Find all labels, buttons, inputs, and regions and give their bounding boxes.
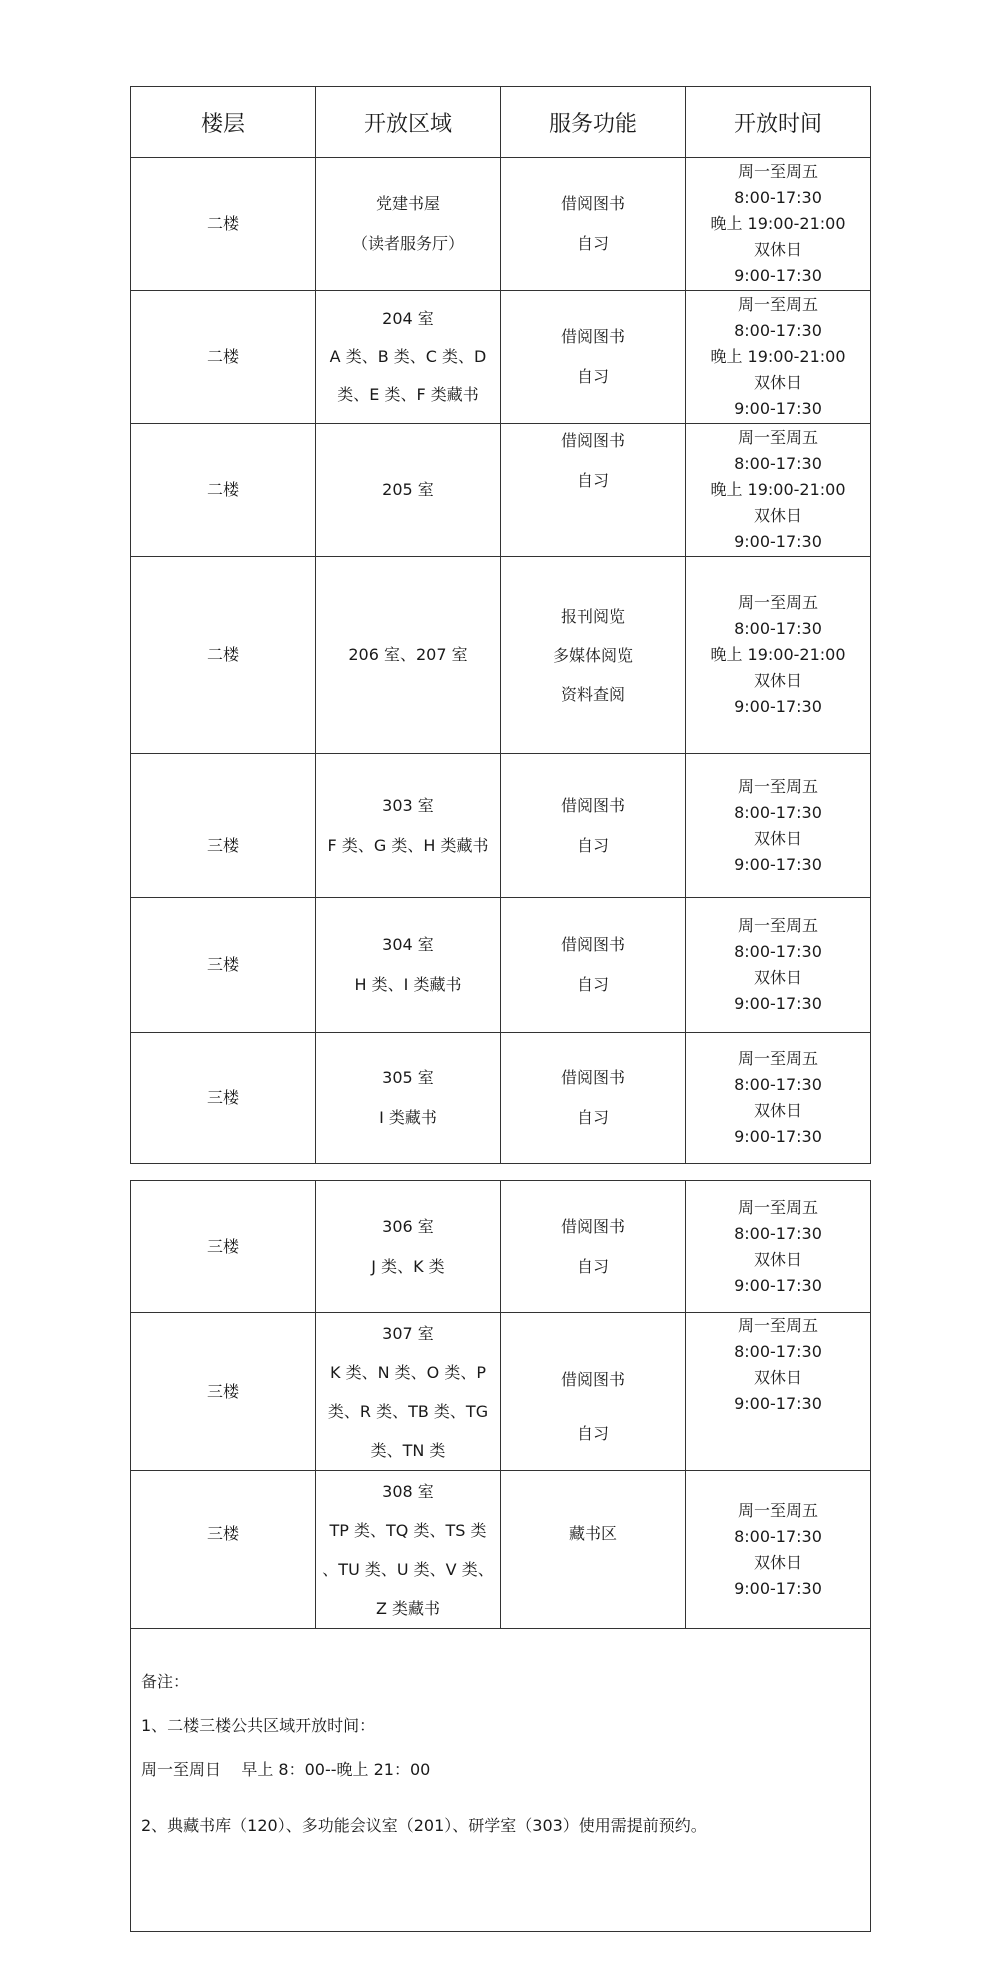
- hours-line: 9:00-17:30: [734, 1394, 822, 1413]
- service-line: 借阅图书: [560, 935, 625, 954]
- service-line: 借阅图书: [560, 1216, 625, 1236]
- hours-line: 8:00-17:30: [734, 1342, 822, 1361]
- table-row: [131, 424, 871, 557]
- service-cell: [501, 898, 686, 1033]
- hours-line: 9:00-17:30: [734, 697, 822, 716]
- service-line: 借阅图书: [560, 1369, 625, 1389]
- notes-row: [131, 1629, 871, 1932]
- area-line: 306 室: [382, 1216, 434, 1236]
- hours-cell: [686, 1313, 871, 1471]
- hours-line: 双休日: [753, 968, 802, 987]
- service-cell: [501, 291, 686, 424]
- hours-line: 9:00-17:30: [734, 532, 822, 551]
- hours-line: 晚上 19:00-21:00: [710, 480, 846, 499]
- service-line: 资料查阅: [560, 684, 625, 704]
- hours-cell: [686, 291, 871, 424]
- service-cell: [501, 557, 686, 754]
- header-service: 服务功能: [501, 87, 686, 158]
- hours-line: 8:00-17:30: [734, 1075, 822, 1094]
- hours-line: 8:00-17:30: [734, 321, 822, 340]
- hours-line: 周一至周五: [737, 1316, 818, 1335]
- hours-line: 8:00-17:30: [734, 942, 822, 961]
- floor-cell: 三楼: [131, 1471, 316, 1629]
- hours-cell: [686, 898, 871, 1033]
- service-cell: [501, 1033, 686, 1164]
- area-cell: [316, 158, 501, 291]
- table-row: [131, 754, 871, 898]
- service-line: 自习: [576, 1108, 609, 1127]
- hours-line: 周一至周五: [737, 162, 818, 181]
- notes-item-1-detail: 周一至周日 早上 8：00--晚上 21：00: [141, 1760, 431, 1779]
- service-line: 自习: [576, 975, 609, 994]
- hours-line: 双休日: [753, 373, 802, 392]
- hours-cell: [686, 754, 871, 898]
- table-row: [131, 1033, 871, 1164]
- service-cell: [501, 158, 686, 291]
- header-area: 开放区域: [316, 87, 501, 158]
- area-line: 206 室、207 室: [348, 645, 468, 664]
- hours-line: 晚上 19:00-21:00: [710, 645, 846, 664]
- hours-line: 9:00-17:30: [734, 1127, 822, 1146]
- hours-line: 9:00-17:30: [734, 854, 822, 874]
- area-line: 305 室: [382, 1068, 434, 1087]
- area-line: 308 室: [382, 1481, 434, 1501]
- service-line: 借阅图书: [560, 431, 625, 450]
- hours-line: 8:00-17:30: [734, 454, 822, 473]
- service-line: 自习: [576, 1256, 609, 1276]
- hours-cell: [686, 1181, 871, 1313]
- area-line: 307 室: [382, 1323, 434, 1343]
- hours-line: 9:00-17:30: [734, 1275, 822, 1295]
- hours-line: 双休日: [753, 1552, 802, 1572]
- area-line: （读者服务厅）: [351, 234, 464, 253]
- hours-line: 双休日: [753, 506, 802, 525]
- area-cell: [316, 1033, 501, 1164]
- hours-line: 9:00-17:30: [734, 399, 822, 418]
- hours-line: 9:00-17:30: [734, 1578, 822, 1598]
- service-line: 自习: [576, 367, 609, 386]
- hours-cell: [686, 557, 871, 754]
- area-line: 类、R 类、TB 类、TG: [327, 1401, 489, 1421]
- hours-cell: [686, 1033, 871, 1164]
- hours-cell: [686, 1471, 871, 1629]
- schedule-table-2: [130, 1180, 871, 1932]
- service-cell: [501, 1471, 686, 1629]
- floor-cell: 三楼: [131, 1033, 316, 1164]
- hours-line: 周一至周五: [737, 295, 818, 314]
- area-cell: [316, 291, 501, 424]
- hours-line: 双休日: [753, 1249, 802, 1269]
- hours-line: 晚上 19:00-21:00: [710, 214, 846, 233]
- hours-line: 9:00-17:30: [734, 994, 822, 1013]
- floor-cell: 二楼: [131, 158, 316, 291]
- area-cell: [316, 1471, 501, 1629]
- service-line: 自习: [576, 234, 609, 253]
- hours-line: 周一至周五: [737, 1049, 818, 1068]
- header-floor: 楼层: [131, 87, 316, 158]
- floor-cell: 三楼: [131, 754, 316, 898]
- service-cell: [501, 424, 686, 557]
- header-row: [131, 87, 871, 158]
- area-line: TP 类、TQ 类、TS 类: [329, 1520, 487, 1540]
- schedule-table-1: [130, 86, 871, 1164]
- floor-cell: 二楼: [131, 424, 316, 557]
- notes-title: 备注：: [141, 1672, 190, 1691]
- area-line: 205 室: [382, 480, 434, 499]
- hours-line: 双休日: [753, 828, 802, 848]
- hours-line: 双休日: [753, 1101, 802, 1120]
- service-cell: [501, 1181, 686, 1313]
- area-cell: [316, 424, 501, 557]
- area-line: 、TU 类、U 类、V 类、: [322, 1559, 494, 1579]
- service-line: 自习: [576, 1423, 609, 1443]
- area-cell: [316, 1181, 501, 1313]
- service-line: 借阅图书: [560, 194, 625, 213]
- hours-line: 双休日: [753, 1368, 802, 1387]
- table-row: [131, 557, 871, 754]
- floor-cell: 二楼: [131, 557, 316, 754]
- hours-line: 8:00-17:30: [734, 802, 822, 822]
- area-cell: [316, 557, 501, 754]
- area-line: 204 室: [382, 309, 434, 328]
- hours-line: 周一至周五: [737, 776, 818, 796]
- area-line: J 类、K 类: [371, 1256, 445, 1276]
- hours-line: 周一至周五: [737, 593, 818, 612]
- hours-line: 周一至周五: [737, 428, 818, 447]
- area-line: Z 类藏书: [375, 1598, 441, 1618]
- area-cell: [316, 898, 501, 1033]
- service-line: 多媒体阅览: [552, 645, 633, 665]
- header-hours: 开放时间: [686, 87, 871, 158]
- service-cell: [501, 754, 686, 898]
- hours-line: 8:00-17:30: [734, 1526, 822, 1546]
- table-row: [131, 898, 871, 1033]
- hours-line: 周一至周五: [737, 1197, 818, 1217]
- hours-cell: [686, 424, 871, 557]
- hours-line: 晚上 19:00-21:00: [710, 347, 846, 366]
- service-line: 借阅图书: [560, 795, 625, 815]
- hours-line: 8:00-17:30: [734, 188, 822, 207]
- table-row: [131, 1471, 871, 1629]
- floor-cell: 三楼: [131, 1181, 316, 1313]
- table-row: [131, 291, 871, 424]
- table-row: [131, 158, 871, 291]
- floor-cell: 三楼: [131, 898, 316, 1033]
- service-line: 自习: [576, 471, 609, 490]
- hours-line: 8:00-17:30: [734, 1223, 822, 1243]
- hours-line: 周一至周五: [737, 1500, 818, 1520]
- table-row: [131, 1313, 871, 1471]
- service-cell: [501, 1313, 686, 1471]
- hours-line: 周一至周五: [737, 916, 818, 935]
- area-line: I 类藏书: [379, 1108, 437, 1127]
- notes-item-1: 1、二楼三楼公共区域开放时间：: [141, 1716, 376, 1735]
- area-line: 304 室: [382, 935, 434, 954]
- hours-line: 8:00-17:30: [734, 619, 822, 638]
- hours-line: 双休日: [753, 240, 802, 259]
- hours-cell: [686, 158, 871, 291]
- area-line: 类、E 类、F 类藏书: [337, 385, 479, 404]
- area-line: 303 室: [382, 795, 434, 815]
- hours-line: 9:00-17:30: [734, 266, 822, 285]
- area-line: H 类、I 类藏书: [354, 975, 462, 994]
- floor-cell: 二楼: [131, 291, 316, 424]
- area-cell: [316, 1313, 501, 1471]
- table-row: [131, 1181, 871, 1313]
- area-line: K 类、N 类、O 类、P: [330, 1362, 486, 1382]
- area-line: 类、TN 类: [370, 1440, 446, 1460]
- floor-cell: 三楼: [131, 1313, 316, 1471]
- hours-line: 双休日: [753, 671, 802, 690]
- area-line: F 类、G 类、H 类藏书: [327, 835, 489, 855]
- area-line: A 类、B 类、C 类、D: [329, 347, 487, 366]
- area-line: 党建书屋: [375, 194, 440, 213]
- service-line: 藏书区: [568, 1524, 617, 1543]
- service-line: 报刊阅览: [560, 606, 625, 626]
- service-line: 借阅图书: [560, 1068, 625, 1087]
- notes-item-2: 2、典藏书库（120）、多功能会议室（201）、研学室（303）使用需提前预约。: [141, 1816, 707, 1835]
- service-line: 自习: [576, 835, 609, 855]
- service-line: 借阅图书: [560, 327, 625, 346]
- notes-cell: [131, 1629, 871, 1932]
- area-cell: [316, 754, 501, 898]
